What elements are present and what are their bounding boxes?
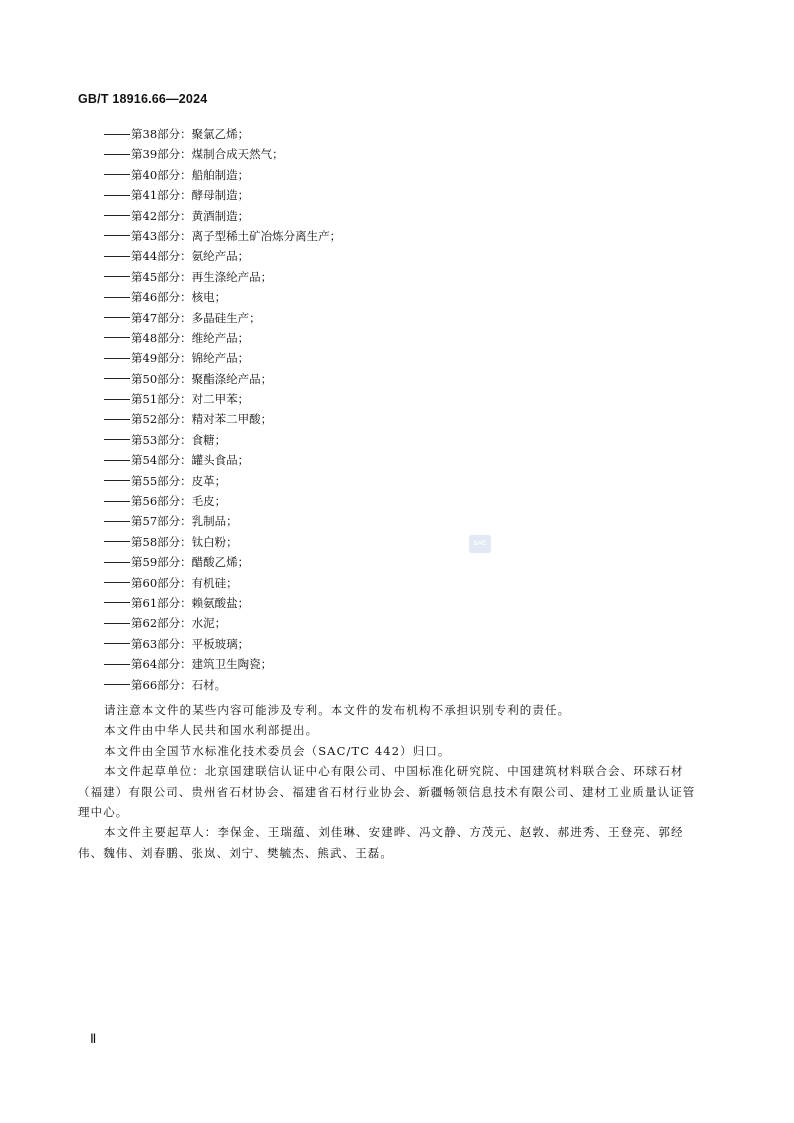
part-label: 第56部分：毛皮； [131, 494, 227, 509]
dash-mark [104, 419, 130, 420]
list-item [104, 185, 341, 205]
dash-mark [104, 562, 130, 563]
dash-mark [104, 684, 130, 685]
list-item [104, 287, 341, 307]
part-label: 第43部分：离子型稀土矿冶炼分离生产； [131, 228, 342, 243]
part-label: 第54部分：罐头食品； [131, 453, 250, 468]
part-label: 第50部分：聚酯涤纶产品； [131, 371, 273, 386]
part-label: 第63部分：平板玻璃； [131, 636, 250, 651]
list-item [104, 267, 341, 287]
dash-mark [104, 582, 130, 583]
list-item [104, 409, 341, 429]
part-label: 第40部分：船舶制造； [131, 167, 250, 182]
part-label: 第61部分：赖氨酸盐； [131, 595, 250, 610]
dash-mark [104, 215, 130, 216]
page-number: Ⅱ [90, 1031, 97, 1046]
part-label: 第46部分：核电； [131, 290, 227, 305]
dash-mark [104, 664, 130, 665]
parts-list [104, 124, 341, 695]
part-label: 第48部分：维纶产品； [131, 330, 250, 345]
part-label: 第39部分：煤制合成天然气； [131, 147, 284, 162]
sac-watermark-logo: SAC [469, 535, 491, 553]
dash-mark [104, 195, 130, 196]
part-label: 第55部分：皮革； [131, 473, 227, 488]
dash-mark [104, 439, 130, 440]
dash-mark [104, 521, 130, 522]
list-item [104, 124, 341, 144]
dash-mark [104, 541, 130, 542]
dash-mark [104, 378, 130, 379]
dash-mark [104, 276, 130, 277]
part-label: 第51部分：对二甲苯； [131, 392, 250, 407]
standard-code: GB/T 18916.66—2024 [78, 92, 208, 106]
dash-mark [104, 235, 130, 236]
dash-mark [104, 154, 130, 155]
list-item [104, 675, 341, 695]
list-item [104, 308, 341, 328]
list-item [104, 369, 341, 389]
list-item [104, 613, 341, 633]
list-item [104, 206, 341, 226]
dash-mark [104, 460, 130, 461]
part-label: 第38部分：聚氯乙烯； [131, 127, 250, 141]
dash-mark [104, 297, 130, 298]
list-item [104, 348, 341, 368]
drafting-units: 本文件起草单位：北京国建联信认证中心有限公司、中国标准化研究院、中国建筑材料联合会、环球石材（福建）有限公司、贵州省石材协会、福建省石材行业协会、新疆畅领信息技术有限公司、建材工业质量认证管理中心。 [78, 764, 696, 820]
list-item [104, 552, 341, 572]
dash-mark [104, 399, 130, 400]
part-label: 第59部分：醋酸乙烯； [131, 555, 250, 570]
list-item [104, 573, 341, 593]
list-item [104, 165, 341, 185]
part-label: 第62部分：水泥； [131, 616, 227, 631]
dash-mark [104, 256, 130, 257]
list-item [104, 226, 341, 246]
foreword-body [78, 700, 700, 863]
part-label: 第60部分：有机硅； [131, 575, 238, 590]
dash-mark [104, 317, 130, 318]
part-label: 第47部分：多晶硅生产； [131, 310, 261, 325]
list-item [104, 654, 341, 674]
part-label: 第49部分：锦纶产品； [131, 351, 250, 366]
part-label: 第58部分：钛白粉； [131, 534, 238, 549]
list-item [104, 634, 341, 654]
list-item [104, 532, 341, 552]
part-label: 第64部分：建筑卫生陶瓷； [131, 657, 273, 672]
dash-mark [104, 501, 130, 502]
dash-mark [104, 643, 130, 644]
list-item [104, 246, 341, 266]
dash-mark [104, 602, 130, 603]
proposed-by: 本文件由中华人民共和国水利部提出。 [104, 723, 319, 738]
drafters: 本文件主要起草人：李保金、王瑞蕴、刘佳琳、安建晔、冯文静、方茂元、赵敦、郝进秀、王登亮、郭经伟、魏伟、刘春鹏、张岚、刘宁、樊毓杰、熊武、王磊。 [78, 825, 684, 860]
part-label: 第66部分：石材。 [131, 677, 227, 692]
part-label: 第44部分：氨纶产品； [131, 249, 250, 264]
dash-mark [104, 337, 130, 338]
list-item [104, 471, 341, 491]
dash-mark [104, 480, 130, 481]
list-item [104, 430, 341, 450]
list-item [104, 328, 341, 348]
dash-mark [104, 174, 130, 175]
list-item [104, 144, 341, 164]
patent-notice: 请注意本文件的某些内容可能涉及专利。本文件的发布机构不承担识别专利的责任。 [104, 703, 571, 717]
list-item [104, 450, 341, 470]
list-item [104, 593, 341, 613]
managed-by: 本文件由全国节水标准化技术委员会（SAC/TC 442）归口。 [104, 743, 451, 758]
dash-mark [104, 623, 130, 624]
dash-mark [104, 358, 130, 359]
list-item [104, 389, 341, 409]
part-label: 第52部分：精对苯二甲酸； [131, 412, 273, 427]
list-item [104, 491, 341, 511]
part-label: 第42部分：黄酒制造； [131, 208, 250, 223]
part-label: 第45部分：再生涤纶产品； [131, 269, 273, 284]
part-label: 第53部分：食糖； [131, 432, 227, 447]
list-item [104, 511, 341, 531]
part-label: 第41部分：酵母制造； [131, 188, 250, 203]
part-label: 第57部分：乳制品； [131, 514, 238, 529]
dash-mark [104, 134, 130, 135]
